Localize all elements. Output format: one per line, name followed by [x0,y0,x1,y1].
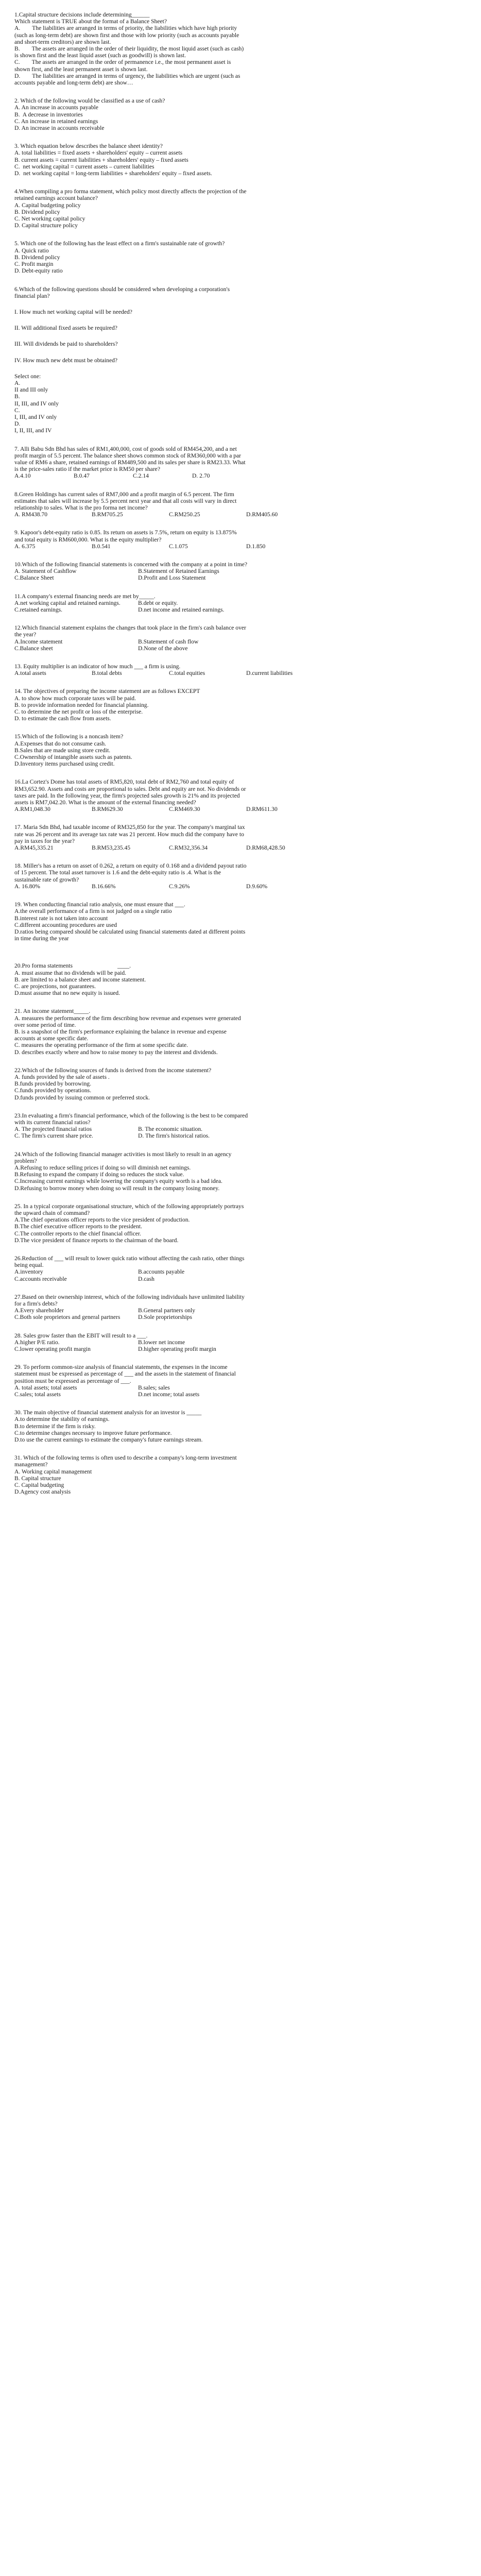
answer-option: D.net income; total assets [138,1391,200,1398]
answer-option: over some period of time. [14,1021,76,1028]
answer-option: B.total debts [92,670,122,677]
question-stem-line: 29. To perform common-size analysis of financial statements, the expenses in the income [14,1364,228,1371]
answer-option: D. Debt-equity ratio [14,267,63,275]
answer-option: A.Income statement [14,638,63,645]
answer-option: B.Statement of Retained Earnings [138,568,219,575]
question-stem-line: 23.In evaluating a firm's financial performance, which of the following is the best to be compared [14,1112,248,1119]
question-stem-line: 28. Sales grow faster than the EBIT will result to a ___. [14,1332,148,1339]
answer-option: D. describes exactly where and how to raise money to pay the interest and dividends. [14,1048,218,1056]
answer-option: C. The firm's current share price. [14,1132,93,1140]
answer-option: A. The projected financial ratios [14,1126,92,1133]
question-21 [14,1008,468,1055]
answer-option: D.current liabilities [246,670,293,677]
answer-option: C.retained earnings. [14,606,63,613]
answer-option: C.funds provided by operations. [14,1087,92,1094]
answer-option: C.RM250.25 [169,511,200,518]
question-stem-line: is the price-sales ratio if the market price is RM50 per share? [14,466,160,473]
answer-option: B.Sales that are made using store credit. [14,747,111,754]
answer-option: B.RM705.25 [92,511,123,518]
question-stem-line: the upward chain of command? [14,1210,90,1216]
question-stem-line: accounts payable and long-term debt) are show… [14,79,133,87]
answer-option: II and III only [14,386,48,394]
question-stem-line: 24.Which of the following financial manager activities is most likely to result in an agency [14,1150,232,1158]
answer-option: C.Ownership of intangible assets such as patents. [14,754,132,761]
answer-option: B. Dividend policy [14,253,60,261]
question-stem-line: being equal. [14,1262,44,1269]
answer-option: B. A decrease in inventories [14,111,83,118]
answer-option: B.sales; sales [138,1384,170,1391]
answer-option: D.1.850 [246,543,266,550]
question-stem-line: 12.Which financial statement explains the changes that took place in the firm's cash balance over [14,624,246,632]
question-stem-line: of 15 percent. The total asset turnover is 1.6 and the debt-equity ratio is .4. What is the [14,869,221,876]
answer-option: A. total liabilities = fixed assets + shareholders' equity – current assets [14,149,183,157]
question-30 [14,1409,468,1443]
question-stem-line: 31. Which of the following terms is often used to describe a company's long-term investment [14,1454,237,1462]
answer-option: D.net income and retained earnings. [138,606,225,613]
question-stem-line: estimates that sales will increase by 5.5 percent next year and that all costs will vary in direct [14,497,237,504]
question-stem-line: 30. The main objective of financial statement analysis for an investor is _____ [14,1409,202,1416]
answer-option: C. measures the operating performance of the firm at some specific date. [14,1042,188,1049]
answer-option: C.to determine changes necessary to improve future performance. [14,1429,172,1436]
question-10 [14,561,468,582]
question-28 [14,1332,468,1353]
answer-option: C.lower operating profit margin [14,1346,91,1353]
roman-statement: I. How much net working capital will be needed? [14,308,132,315]
roman-statement: III. Will dividends be paid to shareholders? [14,341,118,348]
answer-option: I, II, III, and IV [14,427,52,434]
question-stem-line: position must be expressed as percentage of ___. [14,1377,131,1384]
answer-option: B.Statement of cash flow [138,638,199,645]
question-4 [14,188,468,229]
question-stem-line: 15.Which of the following is a noncash item? [14,733,124,740]
question-31 [14,1454,468,1495]
question-stem-line: 16.La Cortez's Dome has total assets of RM5,820, total debt of RM2,760 and total equity of [14,778,234,786]
answer-option: A.net working capital and retained earnings. [14,599,121,606]
answer-option: D. The firm's historical ratios. [138,1132,210,1140]
answer-option: A.Refusing to reduce selling prices if doing so will diminish net earnings. [14,1164,191,1171]
question-8 [14,491,468,518]
answer-option: B.lower net income [138,1338,185,1346]
question-5 [14,240,468,274]
answer-option: C.Increasing current earnings while lowering the company's equity worth is a bad idea. [14,1178,222,1185]
question-stem-line: 11.A company's external financing needs are met by_____. [14,592,156,600]
answer-option: B.RM53,235.45 [92,844,131,852]
question-stem-line: and total equity is RM600,000. What is the equity multiplier? [14,536,162,543]
question-stem-line: 26.Reduction of ___ will result to lower quick ratio without affecting the cash ratio, other things [14,1255,245,1262]
answer-option: A. 16.80% [14,883,40,890]
question-16 [14,778,468,812]
question-stem-line: retained earnings account balance? [14,195,98,202]
question-stem-line: with its current financial ratios? [14,1118,91,1126]
answer-option: A. 6.375 [14,543,36,550]
answer-option: D.RM68,428.50 [246,844,285,852]
answer-option: accounts at some specific date. [14,1035,89,1042]
question-23 [14,1112,468,1140]
question-26 [14,1255,468,1282]
question-stem-line: relationship to sales. What is the pro forma net income? [14,504,148,511]
answer-option: C.1.075 [169,543,188,550]
answer-option: C.RM32,356.34 [169,844,208,852]
question-stem-line: 3. Which equation below describes the balance sheet identity? [14,143,163,150]
question-11 [14,593,468,614]
answer-option: D.Agency cost analysis [14,1488,71,1496]
question-24 [14,1151,468,1192]
roman-statement: II. Will additional fixed assets be required? [14,325,117,332]
question-stem-line: D. The liabilities are arranged in terms of urgency, the liabilities which are urgent (such as [14,72,240,79]
answer-option: A.RM45,335.21 [14,844,54,852]
answer-option: B.Refusing to expand the company if doing so reduces the stock value. [14,1171,184,1178]
question-stem-line: A. The liabilities are arranged in terms of priority, the liabilities which have high priority [14,25,237,32]
answer-option: C.Balance Sheet [14,574,54,582]
question-stem-line: 14. The objectives of preparing the income statement are as follows EXCEPT [14,688,200,695]
question-7 [14,446,468,480]
answer-option-letter: C. [14,406,20,414]
question-stem-line: 4.When compiling a pro forma statement, which policy most directly affects the projection of the [14,188,247,195]
question-stem-line: rate was 26 percent and its average tax rate was 21 percent. How much did the company have to [14,831,244,838]
answer-option: B.RM629.30 [92,806,123,813]
answer-option: D.The vice president of finance reports to the chairman of the board. [14,1236,179,1244]
question-15 [14,733,468,767]
question-stem-line: 21. An income statement_____. [14,1008,91,1015]
answer-option: C.The controller reports to the chief financial officer. [14,1230,142,1237]
answer-option: B.0.541 [92,543,111,550]
select-one-label: Select one: [14,372,41,380]
answer-option: D. to estimate the cash flow from assets. [14,715,111,722]
answer-option: C. Capital budgeting [14,1482,64,1489]
question-stem-line: 18. Miller's has a return on asset of 0.262, a return on equity of 0.168 and a dividend payout ratio [14,862,247,870]
answer-option: II, III, and IV only [14,400,59,407]
answer-option: B.The chief executive officer reports to the president. [14,1223,142,1230]
answer-option: D.Profit and Loss Statement [138,574,206,582]
answer-option: D. Capital structure policy [14,222,78,229]
answer-option: C.Balance sheet [14,645,53,652]
question-stem-line: problem? [14,1157,37,1164]
answer-option: B. to provide information needed for financial planning. [14,701,149,708]
question-stem-line: (such as long-term debt) are shown first and those with low priority (such as accounts payable [14,31,239,39]
answer-option: C. to determine the net profit or loss of the enterprise. [14,708,143,716]
answer-option: B.16.66% [92,883,116,890]
question-stem-line: financial plan? [14,292,50,299]
answer-option: A.inventory [14,1268,43,1276]
answer-option: D.RM405.60 [246,511,278,518]
question-22 [14,1067,468,1101]
answer-option: A.higher P/E ratio. [14,1338,60,1346]
answer-option: C. Net working capital policy [14,215,85,223]
answer-option: D.Refusing to borrow money when doing so will result in the company losing money. [14,1184,220,1192]
answer-option: A. Quick ratio [14,247,49,254]
question-stem-line: assets is RM7,042.20. What is the amount of the external financing needed? [14,799,196,806]
question-19 [14,901,468,942]
answer-option: D.None of the above [138,645,188,652]
answer-option: C.different accounting procedures are used [14,921,117,928]
answer-option: D.9.60% [246,883,268,890]
question-9 [14,529,468,550]
question-20 [14,953,468,996]
answer-option: D.higher operating profit margin [138,1346,216,1353]
question-stem-line: 27.Based on their ownership interest, which of the following individuals have unlimited liability [14,1293,245,1300]
answer-option: D.funds provided by issuing common or preferred stock. [14,1094,150,1101]
roman-statement: IV. How much new debt must be obtained? [14,357,118,364]
answer-option: B. Capital structure [14,1475,61,1482]
answer-option: D. net working capital = long-term liabilities + shareholders' equity – fixed assets. [14,170,212,177]
answer-option: A.to determine the stability of earnings. [14,1416,110,1423]
answer-option: B.interest rate is not taken into account [14,914,108,922]
question-stem-line: value of RM6 a share, retained earnings of RM489,500 and its sales per share is RM23.33. What [14,459,246,466]
answer-option: A. total assets; total assets [14,1384,77,1391]
answer-option: A. must assume that no dividends will be paid. [14,969,127,976]
question-stem-line: 8.Green Holdings has current sales of RM7,000 and a profit margin of 6.5 percent. The firm [14,490,234,498]
question-2 [14,97,468,131]
answer-option: A.4.10 [14,472,31,480]
question-stem-line: sustainable rate of growth? [14,876,79,883]
answer-option: B.accounts payable [138,1268,185,1276]
answer-option: D.RM611.30 [246,806,278,813]
answer-option: D.Inventory items purchased using credit. [14,760,115,768]
question-25 [14,1203,468,1244]
question-stem-line: pay in taxes for the year? [14,837,75,844]
answer-option: B. current assets = current liabilities + shareholders' equity – fixed assets [14,156,188,163]
question-stem-line: 1.Capital structure decisions include determining______ [14,11,150,18]
answer-option: C.sales; total assets [14,1391,61,1398]
answer-option: B.General partners only [138,1307,196,1314]
answer-option: A. to show how much corporate taxes will be paid. [14,694,136,702]
answer-option: A.total assets [14,670,46,677]
answer-option: A.Expenses that do not consume cash. [14,740,107,747]
question-stem-line: profit margin of 5.5 percent. The balance sheet shows common stock of RM360,000 with a par [14,452,242,459]
answer-option: D.to use the current earnings to estimate the company's future earnings stream. [14,1436,203,1444]
question-29 [14,1364,468,1398]
question-stem-line: shown first, and the least permanent asset is shown last. [14,65,148,73]
question-stem-line: 9. Kapoor's debt-equity ratio is 0.85. Its return on assets is 7.5%, return on equity is 13.875% [14,529,237,536]
question-stem-line: 5. Which one of the following has the least effect on a firm's sustainable rate of growth? [14,240,225,247]
answer-option: C.total equities [169,670,205,677]
question-13 [14,663,468,676]
answer-option: A. An increase in accounts payable [14,104,98,111]
answer-option-letter: D. [14,420,21,428]
question-stem-line: 7. Alli Babu Sdn Bhd has sales of RM1,400,000, cost of goods sold of RM454,200, and a net [14,445,237,452]
question-stem-line: Which statement is TRUE about the format of a Balance Sheet? [14,18,167,25]
question-stem-line: 19. When conducting financial ratio analysis, one must ensure that ___. [14,901,185,908]
answer-option: A. measures the performance of the firm describing how revenue and expenses were generated [14,1014,241,1022]
question-stem-line: B. The assets are arranged in the order of their liquidity, the most liquid asset (such as cash) [14,45,244,53]
question-stem-line: 6.Which of the following questions should be considered when developing a corporation's [14,285,230,293]
answer-option: C. An increase in retained earnings [14,117,98,125]
answer-option: B.0.47 [74,472,90,480]
answer-option: A. Capital budgeting policy [14,201,81,209]
answer-option: C. are projections, not guarantees. [14,982,96,990]
question-stem-line: 25. In a typical corporate organisational structure, which of the following appropriately portrays [14,1202,244,1210]
answer-option: I, III, and IV only [14,413,57,420]
question-stem-line: 17. Maria Sdn Bhd, had taxable income of RM325,850 for the year. The company's marginal tax [14,824,245,831]
answer-option: A.RM1,048.30 [14,806,50,813]
answer-option: A. funds provided by the sale of assets . [14,1073,110,1080]
question-stem-line: is shown first and the least liquid asset (such as goodwill) is shown last. [14,52,186,59]
question-stem-line: RM3,652.90. Assets and costs are proportional to sales. Debt and equity are not. No dividends or [14,785,246,792]
answer-option: C. Profit margin [14,261,54,268]
answer-option: B. Dividend policy [14,208,60,215]
question-stem-line: taxes are paid. In the following year, the firm's projected sales growth is 21% and its projected [14,792,240,799]
answer-option: B. The economic situation. [138,1126,203,1133]
answer-option: A.The chief operations officer reports to the vice president of production. [14,1216,190,1224]
question-stem-line: statement must be expressed as percentage of ___ and the assets in the statement of financial [14,1370,236,1378]
question-stem-line: 20.Pro forma statements ____. [14,962,131,970]
answer-option: B.to determine if the firm is risky. [14,1422,96,1430]
answer-option-letter: A. [14,379,21,386]
question-stem-line: for a firm's debts? [14,1300,58,1308]
answer-option: A.Every shareholder [14,1307,64,1314]
question-stem-line: 2. Which of the following would be classified as a use of cash? [14,97,165,105]
question-stem-line: management? [14,1461,48,1468]
question-18 [14,862,468,890]
question-stem-line: 13. Equity multiplier is an indicator of how much ___ a firm is using. [14,663,181,670]
answer-option: D. An increase in accounts receivable [14,125,105,132]
question-14 [14,688,468,722]
question-12 [14,624,468,652]
answer-option: B. is a snapshot of the firm's performance explaining the balance in revenue and expense [14,1028,227,1035]
answer-option: B.debt or equity. [138,599,178,606]
answer-option: B.funds provided by borrowing. [14,1080,92,1088]
answer-option: C. net working capital = current assets – current liabilities [14,163,154,170]
answer-option: D. 2.70 [192,472,210,480]
answer-option: C.Both sole proprietors and general partners [14,1314,121,1321]
answer-option: C.accounts receivable [14,1275,67,1282]
answer-option: A.the overall performance of a firm is not judged on a single ratio [14,908,172,915]
question-stem-line: and short-term creditors) are shown last. [14,38,111,45]
answer-option: C.RM469.30 [169,806,200,813]
answer-option: D.must assume that no new equity is issued. [14,990,121,997]
question-1 [14,11,468,86]
answer-option: A. Working capital management [14,1468,92,1475]
question-stem-line: 10.Which of the following financial statements is concerned with the company at a point in time? [14,561,248,568]
answer-option: B. are limited to a balance sheet and income statement. [14,976,146,983]
answer-option: D.cash [138,1275,154,1282]
question-stem-line: 22.Which of the following sources of funds is derived from the income statement? [14,1066,212,1074]
question-stem-line: C. The assets are arranged in the order of permanence i.e., the most permanent asset is [14,59,231,66]
question-27 [14,1294,468,1321]
answer-option: D.ratios being compared should be calculated using financial statements dated at different points [14,928,246,935]
answer-option: in time during the year [14,935,69,942]
question-17 [14,824,468,851]
answer-option: C.2.14 [133,472,149,480]
answer-option: C.9.26% [169,883,190,890]
answer-option-letter: B. [14,393,20,400]
question-stem-line: the year? [14,631,37,638]
answer-option: D.Sole proprietorships [138,1314,192,1321]
question-3 [14,143,468,177]
question-6 [14,286,468,434]
answer-option: A. RM438.70 [14,511,48,518]
answer-option: A. Statement of Cashflow [14,568,77,575]
